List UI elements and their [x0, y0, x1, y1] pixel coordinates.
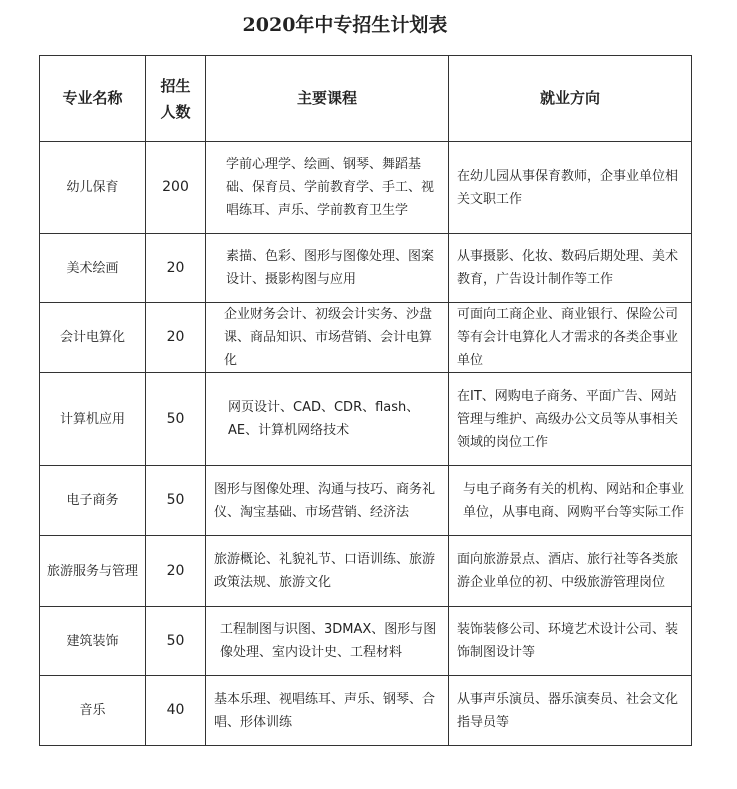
- major-name: 建筑装饰: [40, 607, 146, 676]
- enroll-count: 200: [146, 142, 206, 234]
- table-row: [40, 536, 692, 607]
- header-row: [40, 56, 692, 142]
- page-title: 2020年中专招生计划表: [242, 14, 448, 36]
- enroll-count: 40: [146, 676, 206, 746]
- main-courses: 学前心理学、绘画、钢琴、舞蹈基础、保育员、学前教育学、手工、视唱练耳、声乐、学前教育卫生学: [206, 142, 449, 234]
- table-row: [40, 234, 692, 303]
- header-jobs: 就业方向: [449, 56, 692, 142]
- main-courses: 旅游概论、礼貌礼节、口语训练、旅游政策法规、旅游文化: [206, 536, 449, 607]
- enroll-count: 50: [146, 607, 206, 676]
- main-courses: 素描、色彩、图形与图像处理、图案设计、摄影构图与应用: [206, 234, 449, 303]
- major-name: 会计电算化: [40, 303, 146, 373]
- main-courses: 基本乐理、视唱练耳、声乐、钢琴、合唱、形体训练: [206, 676, 449, 746]
- header-count: [146, 56, 206, 142]
- header-courses: 主要课程: [206, 56, 449, 142]
- major-name: 幼儿保育: [40, 142, 146, 234]
- major-name: 美术绘画: [40, 234, 146, 303]
- enroll-count: 20: [146, 234, 206, 303]
- career-direction: 在幼儿园从事保育教师，企事业单位相关文职工作: [449, 142, 692, 234]
- enroll-count: 50: [146, 373, 206, 466]
- enroll-count: 50: [146, 466, 206, 536]
- career-direction: 可面向工商企业、商业银行、保险公司等有会计电算化人才需求的各类企事业单位: [449, 303, 692, 373]
- header-count-line1: 招生: [160, 76, 191, 95]
- career-direction: 面向旅游景点、酒店、旅行社等各类旅游企业单位的初、中级旅游管理岗位: [449, 536, 692, 607]
- major-name: 电子商务: [40, 466, 146, 536]
- table-row: [40, 676, 692, 746]
- major-name: 计算机应用: [40, 373, 146, 466]
- main-courses: 工程制图与识图、3DMAX、图形与图像处理、室内设计史、工程材料: [206, 607, 449, 676]
- major-name: 音乐: [40, 676, 146, 746]
- table-row: [40, 373, 692, 466]
- enroll-count: 20: [146, 536, 206, 607]
- table-row: [40, 466, 692, 536]
- career-direction: 从事摄影、化妆、数码后期处理、美术教育，广告设计制作等工作: [449, 234, 692, 303]
- main-courses: 网页设计、CAD、CDR、flash、AE、计算机网络技术: [206, 373, 449, 466]
- major-name: 旅游服务与管理: [40, 536, 146, 607]
- career-direction: 在IT、网购电子商务、平面广告、网站管理与维护、高级办公文员等从事相关领域的岗位工作: [449, 373, 692, 466]
- header-count-line2: 人数: [160, 102, 191, 121]
- career-direction: 与电子商务有关的机构、网站和企事业单位，从事电商、网购平台等实际工作: [449, 466, 692, 536]
- career-direction: 装饰装修公司、环境艺术设计公司、装饰制图设计等: [449, 607, 692, 676]
- career-direction: 从事声乐演员、器乐演奏员、社会文化指导员等: [449, 676, 692, 746]
- enroll-count: 20: [146, 303, 206, 373]
- header-major: 专业名称: [40, 56, 146, 142]
- main-courses: 企业财务会计、初级会计实务、沙盘课、商品知识、市场营销、会计电算化: [206, 303, 449, 373]
- table-row: [40, 142, 692, 234]
- enrollment-plan-table: [39, 55, 692, 746]
- table-row: [40, 607, 692, 676]
- table-row: [40, 303, 692, 373]
- main-courses: 图形与图像处理、沟通与技巧、商务礼仪、淘宝基础、市场营销、经济法: [206, 466, 449, 536]
